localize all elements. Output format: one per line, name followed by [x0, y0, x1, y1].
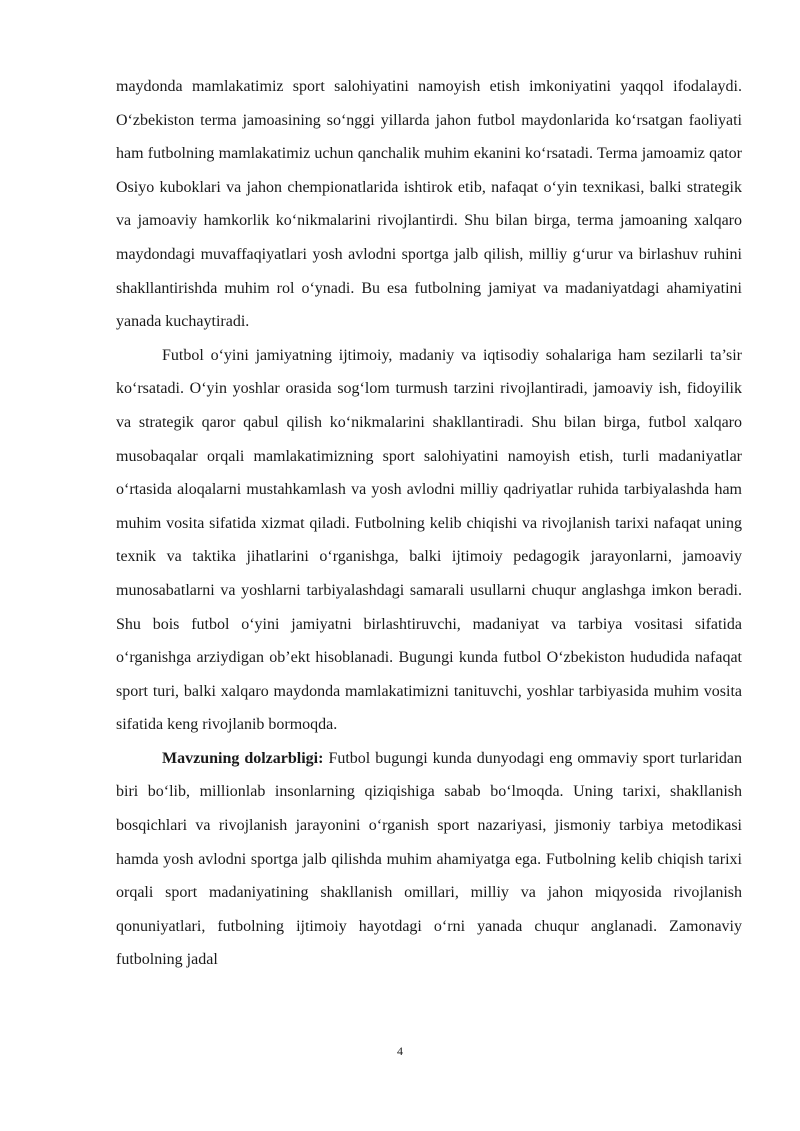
paragraph-topic-relevance: [116, 742, 742, 977]
document-page: [116, 70, 742, 977]
paragraph-football-impact: [116, 339, 742, 742]
page-number: 4: [397, 1044, 403, 1058]
paragraph-text: maydonda mamlakatimiz sport salohiyatini namoyish etish imkoniyatini yaqqol ifodalaydi. O‘zbekiston terma jamoasining so‘nggi yillarda jahon futbol maydonlarida ko‘rsatgan faoliyati ham futbolning mamlakatimiz uchun qanchalik muhim ekanini ko‘rsatadi. Terma jamoamiz qator Osiyo kuboklari va jahon chempionatlarida ishtirok etib, nafaqat o‘yin texnikasi, balki strategik va jamoaviy hamkorlik ko‘nikmalarini rivojlantirdi. Shu bilan birga, terma jamoaning xalqaro maydondagi muvaffaqiyatlari yosh avlodni sportga jalb qilish, milliy g‘urur va birlashuv ruhini shakllantirishda muhim rol o‘ynadi. Bu esa futbolning jamiyat va madaniyatdagi ahamiyatini yanada kuchaytiradi.: [116, 78, 742, 331]
paragraph-text: Futbol o‘yini jamiyatning ijtimoiy, madaniy va iqtisodiy sohalariga ham sezilarli ta’sir ko‘rsatadi. O‘yin yoshlar orasida sog‘lom turmush tarzini rivojlantiradi, jamoaviy ish, fidoyilik va strategik qaror qabul qilish ko‘nikmalarini shakllantiradi. Shu bilan birga, futbol xalqaro musobaqalar orqali mamlakatimizning sport salohiyatini namoyish etish, turli madaniyatlar o‘rtasida aloqalarni mustahkamlash va yosh avlodni milliy qadriyatlar ruhida tarbiyalashda ham muhim vosita sifatida xizmat qiladi. Futbolning kelib chiqishi va rivojlanish tarixi nafaqat uning texnik va taktika jihatlarini o‘rganishga, balki ijtimoiy pedagogik jarayonlarni, jamoaviy munosabatlarni va yoshlarni tarbiyalashdagi samarali usullarni chuqur anglashga imkon beradi. Shu bois futbol o‘yini jamiyatni birlashtiruvchi, madaniyat va tarbiya vositasi sifatida o‘rganishga arziydigan ob’ekt hisoblanadi. Bugungi kunda futbol O‘zbekiston hududida nafaqat sport turi, balki xalqaro maydonda mamlakatimizni tanituvchi, yoshlar tarbiyasida muhim vosita sifatida keng rivojlanib bormoqda.: [116, 346, 742, 734]
paragraph-lead-heading: Mavzuning dolzarbligi:: [162, 749, 324, 767]
paragraph-text: Futbol bugungi kunda dunyodagi eng ommaviy sport turlaridan biri bo‘lib, millionlab insonlarning qiziqishiga sabab bo‘lmoqda. Uning tarixi, shakllanish bosqichlari va rivojlanish jarayonini o‘rganish sport nazariyasi, jismoniy tarbiya metodikasi hamda yosh avlodni sportga jalb qilishda muhim ahamiyatga ega. Futbolning kelib chiqish tarixi orqali sport madaniyatining shakllanish omillari, milliy va jahon miqyosida rivojlanish qonuniyatlari, futbolning ijtimoiy hayotdagi o‘rni yanada chuqur anglanadi. Zamonaviy futbolning jadal: [116, 749, 743, 969]
paragraph-continuation: [116, 70, 742, 339]
